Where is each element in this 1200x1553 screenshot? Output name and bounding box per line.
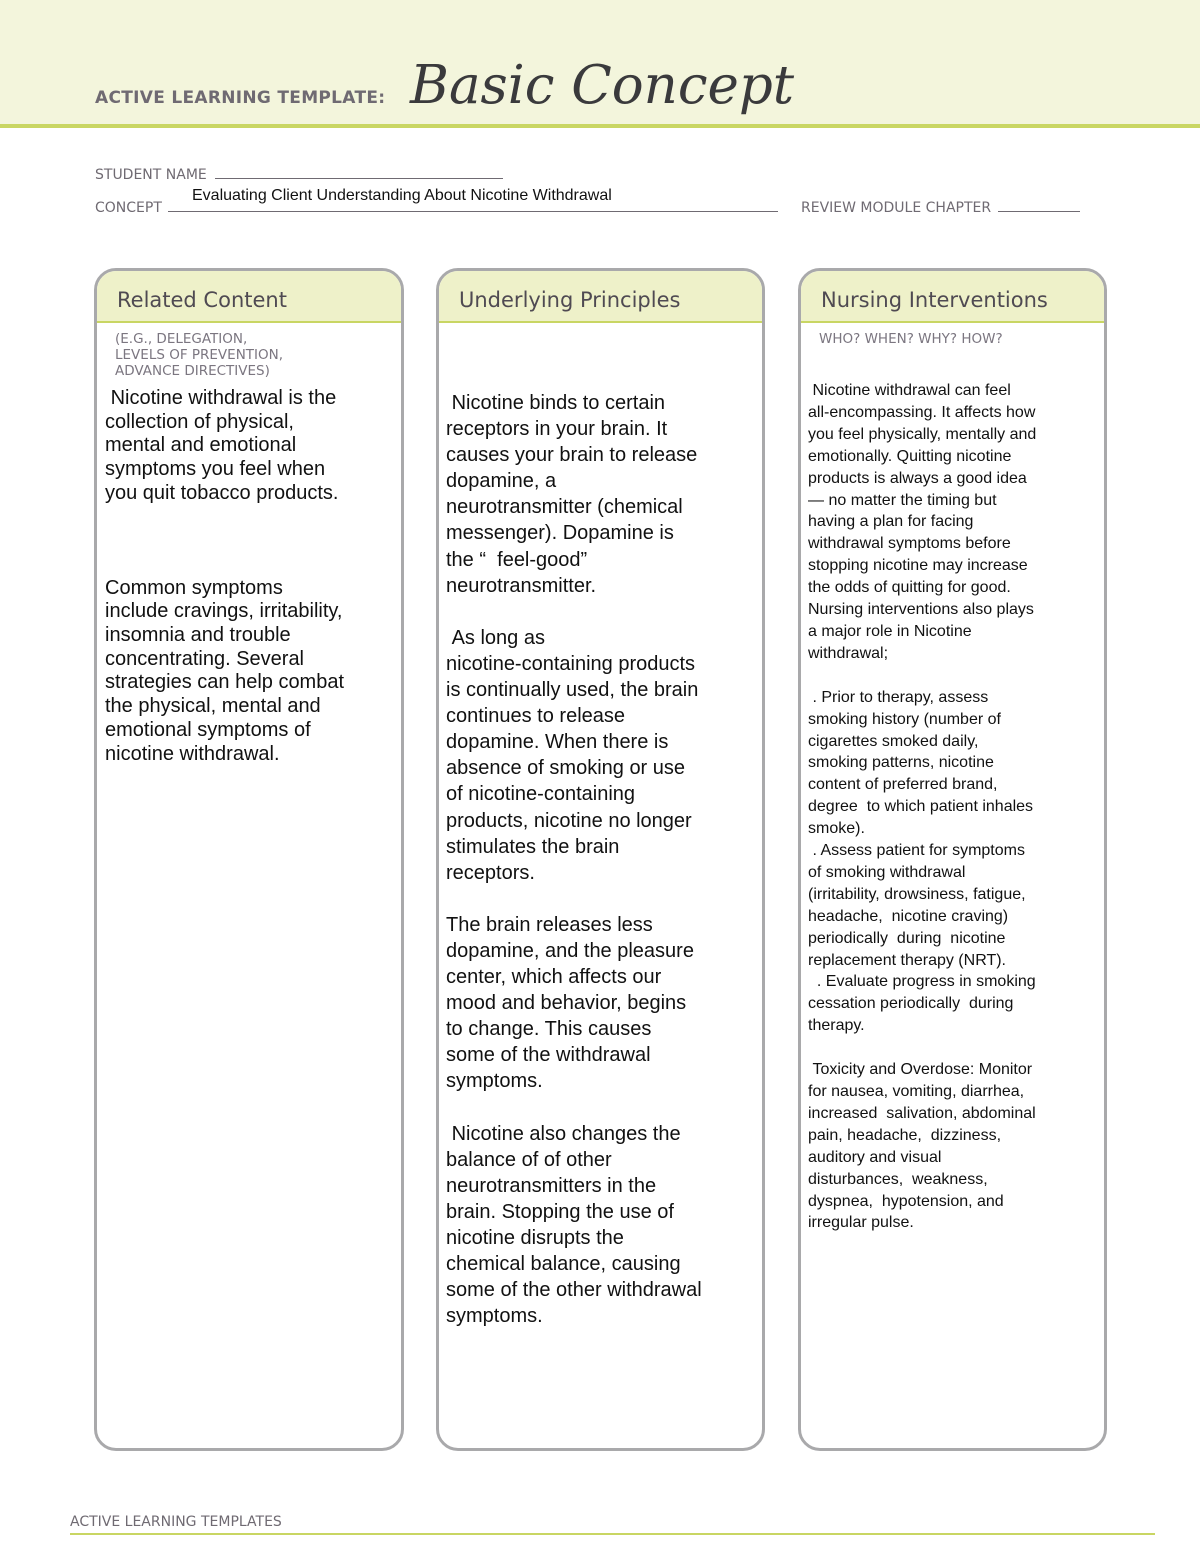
underlying-principles-body[interactable]: Nicotine binds to certain receptors in your brain. It causes your brain to release dopamine, a neurotransmitter (chemical messenger). Dopamine is the “ feel-good” neurotransmitter. As long as nicotine-containing products is continually used, the brain continues to release dopamine. When there is absence of smoking or use of nicotine-containing products, nicotine no longer stimulates the brain receptors. The brain releases less dopamine, and the pleasure center, which affects our mood and behavior, begins to change. This causes some of the withdrawal symptoms. Nicotine also changes the balance of of other neurotransmitters in the brain. Stopping the use of nicotine disrupts the chemical balance, causing some of the other withdrawal symptoms. [446,392,702,1328]
nursing-interventions-panel [798,268,1107,1451]
underlying-principles-panel [436,268,765,1451]
review-module-label: REVIEW MODULE CHAPTER [801,200,992,216]
related-content-heading: Related Content [97,271,401,323]
student-name-label: STUDENT NAME [95,167,207,183]
nursing-interventions-heading: Nursing Interventions [801,271,1104,323]
related-content-body[interactable]: Nicotine withdrawal is the collection of physical, mental and emotional symptoms you feel when you quit tobacco products. Common symptoms include cravings, irritability, insomnia and trouble concentrating. Several strategies can help combat the physical, mental and emotional symptoms of nicotine withdrawal. [105,387,345,765]
concept-value: Evaluating Client Understanding About Nicotine Withdrawal [192,187,612,204]
concept-label: CONCEPT [95,200,162,216]
underlying-principles-heading: Underlying Principles [439,271,762,323]
nursing-interventions-subtitle: WHO? WHEN? WHY? HOW? [819,331,1003,347]
review-module-row [801,199,1080,216]
student-name-field[interactable] [215,166,503,179]
footer-rule [70,1533,1155,1535]
related-content-panel [94,268,404,1451]
nursing-interventions-body[interactable]: Nicotine withdrawal can feel all-encompassing. It affects how you feel physically, mentally and emotionally. Quitting nicotine products is always a good idea — no matter the timing but having a plan for facing withdrawal symptoms before stopping nicotine may increase the odds of quitting for good. Nursing interventions also plays a major role in Nicotine withdrawal; . Prior to therapy, assess smoking history (number of cigarettes smoked daily, smoking patterns, nicotine content of preferred brand, degree to which patient inhales smoke). . Assess patient for symptoms of smoking withdrawal (irritability, drowsiness, fatigue, headache, nicotine craving) periodically during nicotine replacement therapy (NRT). . Evaluate progress in smoking cessation periodically during therapy. Toxicity and Overdose: Monitor for nausea, vomiting, diarrhea, increased salivation, abdominal pain, headache, dizziness, auditory and visual disturbances, weakness, dyspnea, hypotension, and irregular pulse. [808,382,1037,1232]
footer-text: ACTIVE LEARNING TEMPLATES [70,1514,282,1530]
review-module-field[interactable] [998,199,1080,212]
page-title: Basic Concept [410,55,795,116]
student-name-row [95,166,503,183]
template-label: ACTIVE LEARNING TEMPLATE: [95,88,386,108]
header-rule [0,124,1200,128]
related-content-subtitle: (E.G., DELEGATION, LEVELS OF PREVENTION, ADVANCE DIRECTIVES) [115,331,284,379]
